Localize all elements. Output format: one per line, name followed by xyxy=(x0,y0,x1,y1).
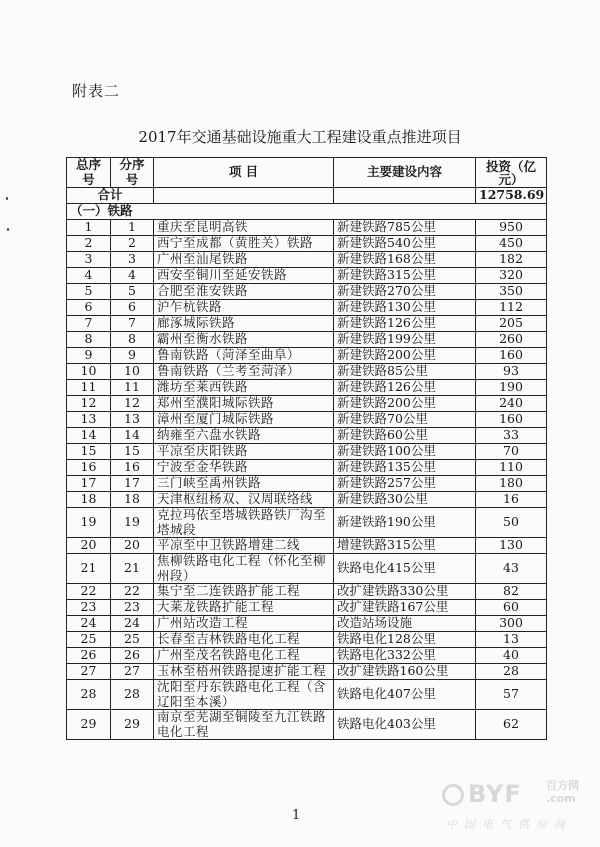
total-project-empty xyxy=(154,188,334,204)
row-investment: 70 xyxy=(476,444,547,460)
row-investment: 16 xyxy=(476,492,547,508)
watermark-cn-name: 百方网 xyxy=(546,779,579,792)
row-project: 合肥至淮安铁路 xyxy=(154,284,334,300)
table-row xyxy=(67,252,547,268)
row-project: 广州至茂名铁路电化工程 xyxy=(154,648,334,664)
table-row xyxy=(67,220,547,236)
row-content: 铁路电化407公里 xyxy=(334,680,476,710)
table-header-row xyxy=(67,158,547,188)
row-content: 铁路电化415公里 xyxy=(334,554,476,584)
row-project: 西安至铜川至延安铁路 xyxy=(154,268,334,284)
row-sub-no: 28 xyxy=(111,680,154,710)
row-sub-no: 24 xyxy=(111,616,154,632)
row-total-no: 20 xyxy=(67,538,111,554)
row-sub-no: 29 xyxy=(111,710,154,740)
total-label: 合计 xyxy=(67,188,154,204)
row-project: 重庆至昆明高铁 xyxy=(154,220,334,236)
table-row xyxy=(67,428,547,444)
row-content: 增建铁路315公里 xyxy=(334,538,476,554)
scan-speck xyxy=(6,197,8,200)
row-sub-no: 26 xyxy=(111,648,154,664)
table-row xyxy=(67,348,547,364)
row-investment: 43 xyxy=(476,554,547,584)
row-project: 南京至芜湖至铜陵至九江铁路电化工程 xyxy=(154,710,334,740)
row-project: 鲁南铁路（兰考至菏泽） xyxy=(154,364,334,380)
row-content: 新建铁路85公里 xyxy=(334,364,476,380)
table-row xyxy=(67,268,547,284)
row-project: 西宁至成都（黄胜关）铁路 xyxy=(154,236,334,252)
row-project: 鲁南铁路（菏泽至曲阜） xyxy=(154,348,334,364)
row-content: 新建铁路60公里 xyxy=(334,428,476,444)
row-content: 铁路电化128公里 xyxy=(334,632,476,648)
row-content: 新建铁路785公里 xyxy=(334,220,476,236)
page-number: 1 xyxy=(292,808,301,823)
watermark-ring-icon xyxy=(442,784,464,806)
row-content: 改扩建铁路167公里 xyxy=(334,600,476,616)
row-investment: 57 xyxy=(476,680,547,710)
row-sub-no: 4 xyxy=(111,268,154,284)
row-sub-no: 23 xyxy=(111,600,154,616)
row-total-no: 22 xyxy=(67,584,111,600)
total-row xyxy=(67,188,547,204)
row-investment: 50 xyxy=(476,508,547,538)
table-row xyxy=(67,632,547,648)
row-content: 改造站场设施 xyxy=(334,616,476,632)
row-sub-no: 13 xyxy=(111,412,154,428)
row-sub-no: 1 xyxy=(111,220,154,236)
row-content: 新建铁路190公里 xyxy=(334,508,476,538)
table-row xyxy=(67,236,547,252)
row-total-no: 28 xyxy=(67,680,111,710)
row-project: 广州站改造工程 xyxy=(154,616,334,632)
row-sub-no: 5 xyxy=(111,284,154,300)
row-project: 平凉至庆阳铁路 xyxy=(154,444,334,460)
row-total-no: 15 xyxy=(67,444,111,460)
row-sub-no: 18 xyxy=(111,492,154,508)
row-investment: 240 xyxy=(476,396,547,412)
row-sub-no: 12 xyxy=(111,396,154,412)
row-investment: 180 xyxy=(476,476,547,492)
row-content: 新建铁路130公里 xyxy=(334,300,476,316)
table-row xyxy=(67,508,547,538)
row-content: 新建铁路270公里 xyxy=(334,284,476,300)
category-row xyxy=(67,204,547,220)
row-project: 大莱龙铁路扩能工程 xyxy=(154,600,334,616)
row-content: 改扩建铁路160公里 xyxy=(334,664,476,680)
row-total-no: 21 xyxy=(67,554,111,584)
row-project: 平凉至中卫铁路增建二线 xyxy=(154,538,334,554)
table-row xyxy=(67,364,547,380)
row-content: 新建铁路257公里 xyxy=(334,476,476,492)
row-total-no: 25 xyxy=(67,632,111,648)
row-investment: 260 xyxy=(476,332,547,348)
row-investment: 450 xyxy=(476,236,547,252)
row-investment: 205 xyxy=(476,316,547,332)
row-investment: 950 xyxy=(476,220,547,236)
row-project: 潍坊至莱西铁路 xyxy=(154,380,334,396)
row-total-no: 12 xyxy=(67,396,111,412)
table-row xyxy=(67,412,547,428)
row-investment: 130 xyxy=(476,538,547,554)
row-content: 新建铁路126公里 xyxy=(334,380,476,396)
table-row xyxy=(67,492,547,508)
row-investment: 13 xyxy=(476,632,547,648)
row-sub-no: 7 xyxy=(111,316,154,332)
row-investment: 110 xyxy=(476,460,547,476)
row-project: 焦柳铁路电化工程（怀化至柳州段） xyxy=(154,554,334,584)
row-project: 霸州至衡水铁路 xyxy=(154,332,334,348)
row-sub-no: 21 xyxy=(111,554,154,584)
table-row xyxy=(67,380,547,396)
table-row xyxy=(67,616,547,632)
row-total-no: 13 xyxy=(67,412,111,428)
watermark-domain: .com xyxy=(546,792,576,805)
row-project: 玉林至梧州铁路提速扩能工程 xyxy=(154,664,334,680)
row-investment: 93 xyxy=(476,364,547,380)
row-total-no: 16 xyxy=(67,460,111,476)
row-sub-no: 25 xyxy=(111,632,154,648)
scan-speck xyxy=(7,228,9,231)
row-total-no: 19 xyxy=(67,508,111,538)
header-content: 主要建设内容 xyxy=(334,158,476,188)
row-investment: 160 xyxy=(476,412,547,428)
row-project: 郑州至濮阳城际铁路 xyxy=(154,396,334,412)
row-total-no: 11 xyxy=(67,380,111,396)
row-investment: 33 xyxy=(476,428,547,444)
row-investment: 160 xyxy=(476,348,547,364)
row-total-no: 18 xyxy=(67,492,111,508)
row-total-no: 7 xyxy=(67,316,111,332)
table-row xyxy=(67,600,547,616)
row-project: 沈阳至丹东铁路电化工程（含辽阳至本溪） xyxy=(154,680,334,710)
document-title: 2017年交通基础设施重大工程建设重点推进项目 xyxy=(138,128,462,146)
row-content: 新建铁路126公里 xyxy=(334,316,476,332)
row-investment: 112 xyxy=(476,300,547,316)
table-row xyxy=(67,316,547,332)
category-railway: （一）铁路 xyxy=(67,204,547,220)
header-project: 项 目 xyxy=(154,158,334,188)
total-content-empty xyxy=(334,188,476,204)
row-content: 铁路电化332公里 xyxy=(334,648,476,664)
row-content: 改扩建铁路330公里 xyxy=(334,584,476,600)
row-investment: 182 xyxy=(476,252,547,268)
row-investment: 350 xyxy=(476,284,547,300)
row-content: 新建铁路135公里 xyxy=(334,460,476,476)
row-content: 新建铁路168公里 xyxy=(334,252,476,268)
row-total-no: 17 xyxy=(67,476,111,492)
table-row xyxy=(67,444,547,460)
table-row xyxy=(67,460,547,476)
row-content: 新建铁路200公里 xyxy=(334,348,476,364)
row-investment: 28 xyxy=(476,664,547,680)
row-total-no: 26 xyxy=(67,648,111,664)
table-row xyxy=(67,648,547,664)
row-content: 新建铁路540公里 xyxy=(334,236,476,252)
row-total-no: 29 xyxy=(67,710,111,740)
row-content: 新建铁路199公里 xyxy=(334,332,476,348)
appendix-label: 附表二 xyxy=(72,82,121,100)
row-sub-no: 22 xyxy=(111,584,154,600)
row-total-no: 4 xyxy=(67,268,111,284)
watermark xyxy=(442,780,592,842)
row-total-no: 1 xyxy=(67,220,111,236)
row-project: 廊涿城际铁路 xyxy=(154,316,334,332)
row-total-no: 10 xyxy=(67,364,111,380)
row-total-no: 9 xyxy=(67,348,111,364)
row-total-no: 2 xyxy=(67,236,111,252)
table-row xyxy=(67,680,547,710)
row-total-no: 5 xyxy=(67,284,111,300)
row-sub-no: 20 xyxy=(111,538,154,554)
row-sub-no: 9 xyxy=(111,348,154,364)
row-investment: 190 xyxy=(476,380,547,396)
row-investment: 82 xyxy=(476,584,547,600)
row-investment: 320 xyxy=(476,268,547,284)
row-project: 克拉玛依至塔城铁路铁厂沟至塔城段 xyxy=(154,508,334,538)
row-project: 长春至吉林铁路电化工程 xyxy=(154,632,334,648)
row-sub-no: 16 xyxy=(111,460,154,476)
row-investment: 60 xyxy=(476,600,547,616)
row-total-no: 27 xyxy=(67,664,111,680)
row-content: 新建铁路200公里 xyxy=(334,396,476,412)
row-content: 新建铁路30公里 xyxy=(334,492,476,508)
table-row xyxy=(67,284,547,300)
row-project: 三门峡至禹州铁路 xyxy=(154,476,334,492)
row-investment: 62 xyxy=(476,710,547,740)
table-row xyxy=(67,396,547,412)
row-project: 漳州至厦门城际铁路 xyxy=(154,412,334,428)
row-investment: 300 xyxy=(476,616,547,632)
row-investment: 40 xyxy=(476,648,547,664)
header-sub-no: 分序号 xyxy=(111,158,154,188)
projects-table xyxy=(66,157,547,740)
header-total-no: 总序号 xyxy=(67,158,111,188)
row-sub-no: 2 xyxy=(111,236,154,252)
row-sub-no: 27 xyxy=(111,664,154,680)
row-sub-no: 10 xyxy=(111,364,154,380)
row-sub-no: 19 xyxy=(111,508,154,538)
row-content: 新建铁路70公里 xyxy=(334,412,476,428)
total-investment: 12758.69 xyxy=(476,188,547,204)
row-total-no: 24 xyxy=(67,616,111,632)
row-total-no: 8 xyxy=(67,332,111,348)
table-row xyxy=(67,538,547,554)
table-row xyxy=(67,584,547,600)
table-row xyxy=(67,664,547,680)
row-sub-no: 11 xyxy=(111,380,154,396)
row-project: 集宁至二连铁路扩能工程 xyxy=(154,584,334,600)
table-row xyxy=(67,476,547,492)
table-row xyxy=(67,554,547,584)
row-project: 广州至汕尾铁路 xyxy=(154,252,334,268)
watermark-tagline: 中国电气供应商 xyxy=(446,818,572,831)
row-project: 纳雍至六盘水铁路 xyxy=(154,428,334,444)
row-sub-no: 3 xyxy=(111,252,154,268)
row-total-no: 3 xyxy=(67,252,111,268)
row-total-no: 14 xyxy=(67,428,111,444)
row-total-no: 23 xyxy=(67,600,111,616)
row-sub-no: 6 xyxy=(111,300,154,316)
row-content: 新建铁路100公里 xyxy=(334,444,476,460)
table-row xyxy=(67,332,547,348)
header-investment: 投资（亿元） xyxy=(476,158,547,188)
row-sub-no: 14 xyxy=(111,428,154,444)
table-row xyxy=(67,710,547,740)
row-content: 铁路电化403公里 xyxy=(334,710,476,740)
row-sub-no: 15 xyxy=(111,444,154,460)
row-project: 宁波至金华铁路 xyxy=(154,460,334,476)
row-content: 新建铁路315公里 xyxy=(334,268,476,284)
table-row xyxy=(67,300,547,316)
row-project: 天津枢纽杨双、汉周联络线 xyxy=(154,492,334,508)
row-project: 沪乍杭铁路 xyxy=(154,300,334,316)
row-sub-no: 8 xyxy=(111,332,154,348)
row-total-no: 6 xyxy=(67,300,111,316)
watermark-logo: BYF xyxy=(442,780,522,808)
row-sub-no: 17 xyxy=(111,476,154,492)
